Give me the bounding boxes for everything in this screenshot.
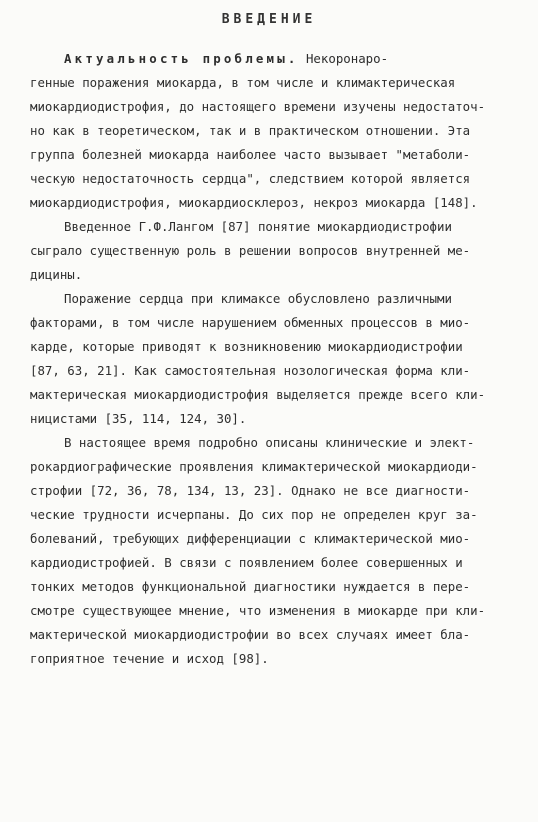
text-line: группа болезней миокарда наиболее часто вызывает "метаболи- xyxy=(30,147,471,162)
text-line: дицины. xyxy=(30,267,83,282)
text-line: ницистами [35, 114, 124, 30]. xyxy=(30,411,247,426)
text-line: гоприятное течение и исход [98]. xyxy=(30,651,269,666)
text-line: кардиодистрофией. В связи с появлением более совершенных и xyxy=(30,555,463,570)
text-line: В настоящее время подробно описаны клинические и элект- xyxy=(64,435,475,450)
text-line: мактерическая миокардиодистрофия выделяется прежде всего кли- xyxy=(30,387,486,402)
text-line: факторами, в том числе нарушением обменных процессов в мио- xyxy=(30,315,471,330)
text-line xyxy=(64,51,388,66)
text-line: [87, 63, 21]. Как самостоятельная нозологическая форма кли- xyxy=(30,363,471,378)
text-line: генные поражения миокарда, в том числе и климактерическая xyxy=(30,75,456,90)
text-line-content: Некоронаро- xyxy=(298,51,389,66)
text-line: миокардиодистрофия, миокардиосклероз, некроз миокарда [148]. xyxy=(30,195,478,210)
section-heading: Актуальность проблемы. xyxy=(64,51,299,66)
text-line: тонких методов функциональной диагностики нуждается в пере- xyxy=(30,579,471,594)
text-line: смотре существующее мнение, что изменения в миокарде при кли- xyxy=(30,603,486,618)
text-line: Введенное Г.Ф.Лангом [87] понятие миокардиодистрофии xyxy=(64,219,452,234)
text-line: строфии [72, 36, 78, 134, 13, 23]. Однако не все диагности- xyxy=(30,483,471,498)
text-line: Поражение сердца при климаксе обусловлено различными xyxy=(64,291,452,306)
text-line: ческую недостаточность сердца", следствием которой является xyxy=(30,171,471,186)
page-title: ВВЕДЕНИЕ xyxy=(221,12,317,27)
text-line: рокардиографические проявления климактерической миокардиоди- xyxy=(30,459,478,474)
text-line: сыграло существенную роль в решении вопросов внутренней ме- xyxy=(30,243,471,258)
text-line: болеваний, требующих дифференциации с климактерической мио- xyxy=(30,531,471,546)
text-line: мактерической миокардиодистрофии во всех случаях имеет бла- xyxy=(30,627,471,642)
text-line: карде, которые приводят к возникновению миокардиодистрофии xyxy=(30,339,463,354)
text-line: миокардиодистрофия, до настоящего времени изучены недостаточ- xyxy=(30,99,486,114)
text-line: но как в теоретическом, так и в практическом отношении. Эта xyxy=(30,123,471,138)
text-line: ческие трудности исчерпаны. До сих пор не определен круг за- xyxy=(30,507,478,522)
